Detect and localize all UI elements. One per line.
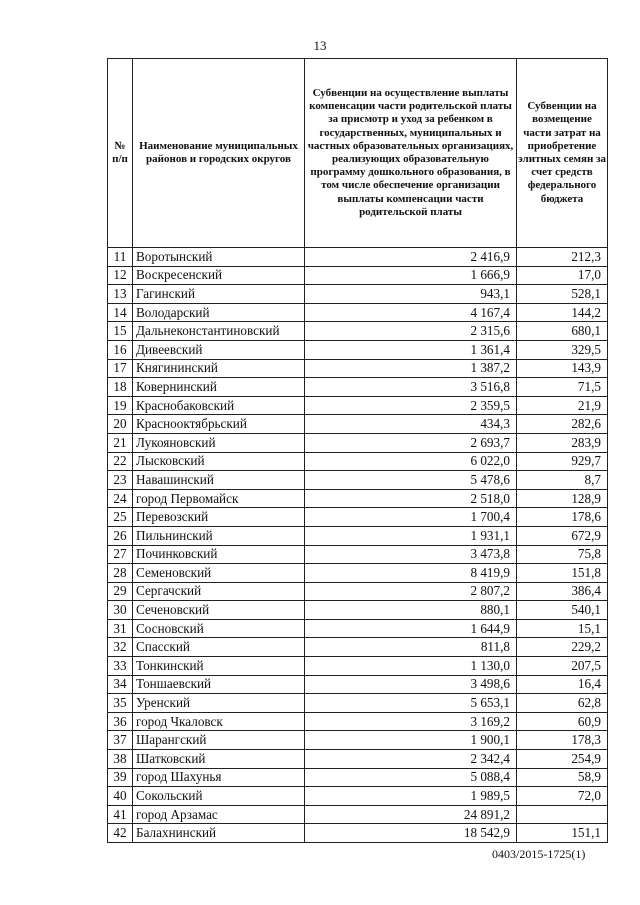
seed-subsidy-value: 207,5 [517, 657, 608, 676]
parent-fee-subsidy-value: 3 169,2 [305, 712, 517, 731]
row-number: 22 [108, 452, 133, 471]
table-row [108, 526, 608, 545]
parent-fee-subsidy-value: 2 315,6 [305, 322, 517, 341]
seed-subsidy-value: 178,3 [517, 731, 608, 750]
municipality-name: Сокольский [133, 787, 305, 806]
seed-subsidy-value: 282,6 [517, 415, 608, 434]
row-number: 41 [108, 805, 133, 824]
row-number: 32 [108, 638, 133, 657]
row-number: 17 [108, 359, 133, 378]
parent-fee-subsidy-value: 1 900,1 [305, 731, 517, 750]
table-row [108, 266, 608, 285]
table-row [108, 433, 608, 452]
table-row [108, 396, 608, 415]
seed-subsidy-value: 151,1 [517, 824, 608, 843]
parent-fee-subsidy-value: 2 359,5 [305, 396, 517, 415]
parent-fee-subsidy-value: 24 891,2 [305, 805, 517, 824]
table-row [108, 248, 608, 267]
parent-fee-subsidy-value: 2 416,9 [305, 248, 517, 267]
table-row [108, 564, 608, 583]
row-number: 38 [108, 750, 133, 769]
table-header-row [108, 59, 608, 248]
row-number: 24 [108, 489, 133, 508]
row-number: 39 [108, 768, 133, 787]
seed-subsidy-value: 62,8 [517, 694, 608, 713]
row-number: 28 [108, 564, 133, 583]
row-number: 25 [108, 508, 133, 527]
municipality-name: Краснооктябрьский [133, 415, 305, 434]
row-number: 15 [108, 322, 133, 341]
municipality-name: Балахнинский [133, 824, 305, 843]
seed-subsidy-value: 71,5 [517, 378, 608, 397]
municipality-name: Перевозский [133, 508, 305, 527]
seed-subsidy-value: 680,1 [517, 322, 608, 341]
municipality-name: город Первомайск [133, 489, 305, 508]
municipality-name: Лукояновский [133, 433, 305, 452]
municipality-name: Краснобаковский [133, 396, 305, 415]
parent-fee-subsidy-value: 434,3 [305, 415, 517, 434]
seed-subsidy-value: 8,7 [517, 471, 608, 490]
row-number: 12 [108, 266, 133, 285]
table-row [108, 712, 608, 731]
row-number: 21 [108, 433, 133, 452]
municipality-name: Навашинский [133, 471, 305, 490]
seed-subsidy-value: 528,1 [517, 285, 608, 304]
parent-fee-subsidy-value: 3 516,8 [305, 378, 517, 397]
page-number: 13 [313, 38, 327, 53]
parent-fee-subsidy-value: 1 989,5 [305, 787, 517, 806]
table-row [108, 582, 608, 601]
row-number: 26 [108, 526, 133, 545]
municipality-name: Шатковский [133, 750, 305, 769]
table-row [108, 340, 608, 359]
parent-fee-subsidy-value: 811,8 [305, 638, 517, 657]
table-row [108, 675, 608, 694]
seed-subsidy-value: 21,9 [517, 396, 608, 415]
table-row [108, 489, 608, 508]
table-row [108, 303, 608, 322]
table-row [108, 601, 608, 620]
row-number: 13 [108, 285, 133, 304]
municipality-name: Починковский [133, 545, 305, 564]
parent-fee-subsidy-value: 2 693,7 [305, 433, 517, 452]
municipality-name: Воротынский [133, 248, 305, 267]
table-row [108, 787, 608, 806]
row-number: 29 [108, 582, 133, 601]
row-number: 36 [108, 712, 133, 731]
header-municipality-name: Наименование муниципальных районов и городских округов [133, 59, 305, 248]
row-number: 19 [108, 396, 133, 415]
seed-subsidy-value: 283,9 [517, 433, 608, 452]
municipality-name: Пильнинский [133, 526, 305, 545]
municipality-name: Дальнеконстантиновский [133, 322, 305, 341]
row-number: 35 [108, 694, 133, 713]
parent-fee-subsidy-value: 5 653,1 [305, 694, 517, 713]
row-number: 14 [108, 303, 133, 322]
municipality-name: Ковернинский [133, 378, 305, 397]
row-number: 20 [108, 415, 133, 434]
seed-subsidy-value: 128,9 [517, 489, 608, 508]
municipality-name: Сосновский [133, 619, 305, 638]
seed-subsidy-value: 151,8 [517, 564, 608, 583]
table-row [108, 731, 608, 750]
municipality-name: Тоншаевский [133, 675, 305, 694]
row-number: 37 [108, 731, 133, 750]
seed-subsidy-value: 229,2 [517, 638, 608, 657]
municipality-name: город Шахунья [133, 768, 305, 787]
row-number: 16 [108, 340, 133, 359]
seed-subsidy-value: 929,7 [517, 452, 608, 471]
table-row [108, 415, 608, 434]
row-number: 40 [108, 787, 133, 806]
row-number: 31 [108, 619, 133, 638]
seed-subsidy-value: 672,9 [517, 526, 608, 545]
parent-fee-subsidy-value: 3 498,6 [305, 675, 517, 694]
municipality-name: Воскресенский [133, 266, 305, 285]
parent-fee-subsidy-value: 1 931,1 [305, 526, 517, 545]
seed-subsidy-value: 75,8 [517, 545, 608, 564]
municipality-name: город Арзамас [133, 805, 305, 824]
header-seed-subsidy: Субвенции на возмещение части затрат на приобретение элитных семян за счет средств федерального бюджета [517, 59, 608, 248]
table-row [108, 545, 608, 564]
parent-fee-subsidy-value: 4 167,4 [305, 303, 517, 322]
row-number: 33 [108, 657, 133, 676]
seed-subsidy-value: 212,3 [517, 248, 608, 267]
table-row [108, 750, 608, 769]
municipality-name: Тонкинский [133, 657, 305, 676]
row-number: 18 [108, 378, 133, 397]
seed-subsidy-value: 17,0 [517, 266, 608, 285]
municipality-name: Лысковский [133, 452, 305, 471]
parent-fee-subsidy-value: 1 130,0 [305, 657, 517, 676]
parent-fee-subsidy-value: 2 342,4 [305, 750, 517, 769]
municipality-name: Сеченовский [133, 601, 305, 620]
table-row [108, 471, 608, 490]
table-row [108, 378, 608, 397]
municipality-name: Княгининский [133, 359, 305, 378]
header-row-number: № п/п [108, 59, 133, 248]
table-row [108, 657, 608, 676]
seed-subsidy-value: 386,4 [517, 582, 608, 601]
parent-fee-subsidy-value: 3 473,8 [305, 545, 517, 564]
table-row [108, 824, 608, 843]
table-row [108, 694, 608, 713]
row-number: 23 [108, 471, 133, 490]
municipality-name: Дивеевский [133, 340, 305, 359]
seed-subsidy-value: 144,2 [517, 303, 608, 322]
municipality-name: Семеновский [133, 564, 305, 583]
row-number: 30 [108, 601, 133, 620]
parent-fee-subsidy-value: 2 518,0 [305, 489, 517, 508]
row-number: 27 [108, 545, 133, 564]
row-number: 42 [108, 824, 133, 843]
municipality-name: Спасский [133, 638, 305, 657]
row-number: 34 [108, 675, 133, 694]
municipality-name: Володарский [133, 303, 305, 322]
subsidies-table [107, 58, 608, 843]
parent-fee-subsidy-value: 6 022,0 [305, 452, 517, 471]
table-row [108, 322, 608, 341]
seed-subsidy-value: 540,1 [517, 601, 608, 620]
document-code: 0403/2015-1725(1) [492, 847, 586, 861]
seed-subsidy-value: 15,1 [517, 619, 608, 638]
municipality-name: Шарангский [133, 731, 305, 750]
parent-fee-subsidy-value: 880,1 [305, 601, 517, 620]
municipality-name: город Чкаловск [133, 712, 305, 731]
municipality-name: Гагинский [133, 285, 305, 304]
parent-fee-subsidy-value: 8 419,9 [305, 564, 517, 583]
table-row [108, 452, 608, 471]
parent-fee-subsidy-value: 943,1 [305, 285, 517, 304]
parent-fee-subsidy-value: 1 700,4 [305, 508, 517, 527]
parent-fee-subsidy-value: 5 478,6 [305, 471, 517, 490]
parent-fee-subsidy-value: 5 088,4 [305, 768, 517, 787]
parent-fee-subsidy-value: 1 387,2 [305, 359, 517, 378]
seed-subsidy-value: 16,4 [517, 675, 608, 694]
municipality-name: Уренский [133, 694, 305, 713]
table-row [108, 768, 608, 787]
table-row [108, 805, 608, 824]
seed-subsidy-value [517, 805, 608, 824]
seed-subsidy-value: 58,9 [517, 768, 608, 787]
seed-subsidy-value: 143,9 [517, 359, 608, 378]
table-row [108, 508, 608, 527]
seed-subsidy-value: 72,0 [517, 787, 608, 806]
table-row [108, 638, 608, 657]
parent-fee-subsidy-value: 2 807,2 [305, 582, 517, 601]
parent-fee-subsidy-value: 18 542,9 [305, 824, 517, 843]
table-body [108, 248, 608, 843]
header-parent-fee-subsidy: Субвенции на осуществление выплаты компенсации части родительской платы за присмотр и уход за ребенком в государственных, муниципальных и частных образовательных организациях, реализующих образовательную программу дошкольного образования, в том числе обеспечение организации выплаты компенсации части родительской платы [305, 59, 517, 248]
municipality-name: Сергачский [133, 582, 305, 601]
seed-subsidy-value: 254,9 [517, 750, 608, 769]
parent-fee-subsidy-value: 1 644,9 [305, 619, 517, 638]
table-row [108, 285, 608, 304]
seed-subsidy-value: 329,5 [517, 340, 608, 359]
parent-fee-subsidy-value: 1 666,9 [305, 266, 517, 285]
seed-subsidy-value: 60,9 [517, 712, 608, 731]
row-number: 11 [108, 248, 133, 267]
seed-subsidy-value: 178,6 [517, 508, 608, 527]
parent-fee-subsidy-value: 1 361,4 [305, 340, 517, 359]
table-row [108, 359, 608, 378]
table-row [108, 619, 608, 638]
